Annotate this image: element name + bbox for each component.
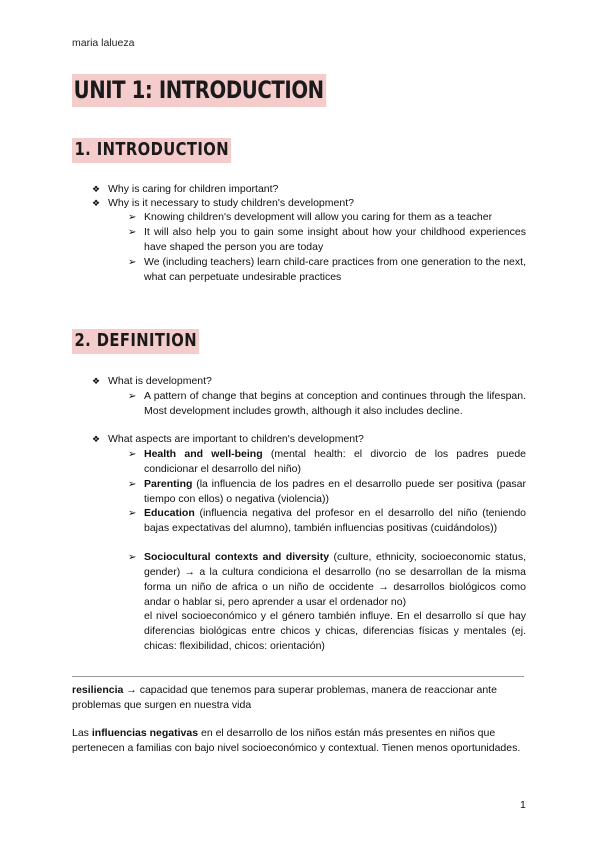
arrowhead-bullet-icon: ➢ xyxy=(128,449,137,460)
section-heading-definition: 2. DEFINITION xyxy=(72,329,199,354)
author-name: maria lalueza xyxy=(72,37,135,49)
sub-list-item: ➢ Knowing children's development will allow you caring for them as a teacher xyxy=(128,211,493,223)
arrowhead-bullet-icon: ➢ xyxy=(128,479,137,490)
continuation-paragraph: el nivel socioeconómico y el género también influye. En el desarrollo sí que hay diferencias biológicas entre chicos y chicas, diferencias físicas y mentales (ej. chicas: flexibilidad, chicos: orientación) xyxy=(144,610,526,652)
horizontal-divider xyxy=(72,676,524,677)
arrowhead-bullet-icon: ➢ xyxy=(128,227,137,238)
arrowhead-bullet-icon: ➢ xyxy=(128,257,137,268)
sub-list-item: ➢ It will also help you to gain some insight about how your childhood experiences have shaped the person you are today xyxy=(128,226,526,253)
diamond-bullet-icon: ❖ xyxy=(92,434,101,444)
sub-list-item: ➢ Sociocultural contexts and diversity (culture, ethnicity, socioeconomic status, gender) → a la cultura condiciona el desarrollo (no se desarrollan de la misma forma un niño de africa o un niño de occidente → desarrollos biológicos como andar o hablar si, pero aprender a usar el ordenador no) xyxy=(128,551,526,608)
page-title: UNIT 1: INTRODUCTION xyxy=(72,74,326,107)
influencias-note: Las influencias negativas en el desarrollo de los niños están más presentes en niños que pertenecen a familias con bajo nivel socioeconómico y contextual. Tienen menos oportunidades. xyxy=(72,727,521,754)
section-heading-introduction: 1. INTRODUCTION xyxy=(72,138,231,163)
list-item: ❖ Why is caring for children important? xyxy=(92,183,279,195)
list-item: ❖ Why is it necessary to study children's development? xyxy=(92,197,354,209)
sub-list-item: ➢ Health and well-being (mental health: el divorcio de los padres puede condicionar el desarrollo del niño) xyxy=(128,448,526,475)
arrowhead-bullet-icon: ➢ xyxy=(128,212,137,223)
list-item: ❖ What is development? xyxy=(92,375,212,387)
sub-list-item: ➢ We (including teachers) learn child-care practices from one generation to the next, what can perpetuate undesirable practices xyxy=(128,256,526,283)
arrowhead-bullet-icon: ➢ xyxy=(128,552,137,563)
arrowhead-bullet-icon: ➢ xyxy=(128,508,137,519)
diamond-bullet-icon: ❖ xyxy=(92,184,101,194)
page-number: 1 xyxy=(520,799,526,811)
sub-list-item: ➢ Education (influencia negativa del profesor en el desarrollo del niño (teniendo bajas expectativas del alumno), también influencias positivas (cuidándolos)) xyxy=(128,507,526,534)
sub-list-item: ➢ Parenting (la influencia de los padres en el desarrollo puede ser positiva (pasar tiempo con ellos) o negativa (violencia)) xyxy=(128,478,526,505)
diamond-bullet-icon: ❖ xyxy=(92,376,101,386)
arrowhead-bullet-icon: ➢ xyxy=(128,391,137,402)
diamond-bullet-icon: ❖ xyxy=(92,198,101,208)
resiliencia-note: resiliencia → capacidad que tenemos para superar problemas, manera de reaccionar ante problemas que surgen en nuestra vida xyxy=(72,684,497,711)
list-item: ❖ What aspects are important to children's development? xyxy=(92,433,364,445)
sub-list-item: ➢ A pattern of change that begins at conception and continues through the lifespan. Most development includes growth, although it also includes decline. xyxy=(128,390,526,417)
